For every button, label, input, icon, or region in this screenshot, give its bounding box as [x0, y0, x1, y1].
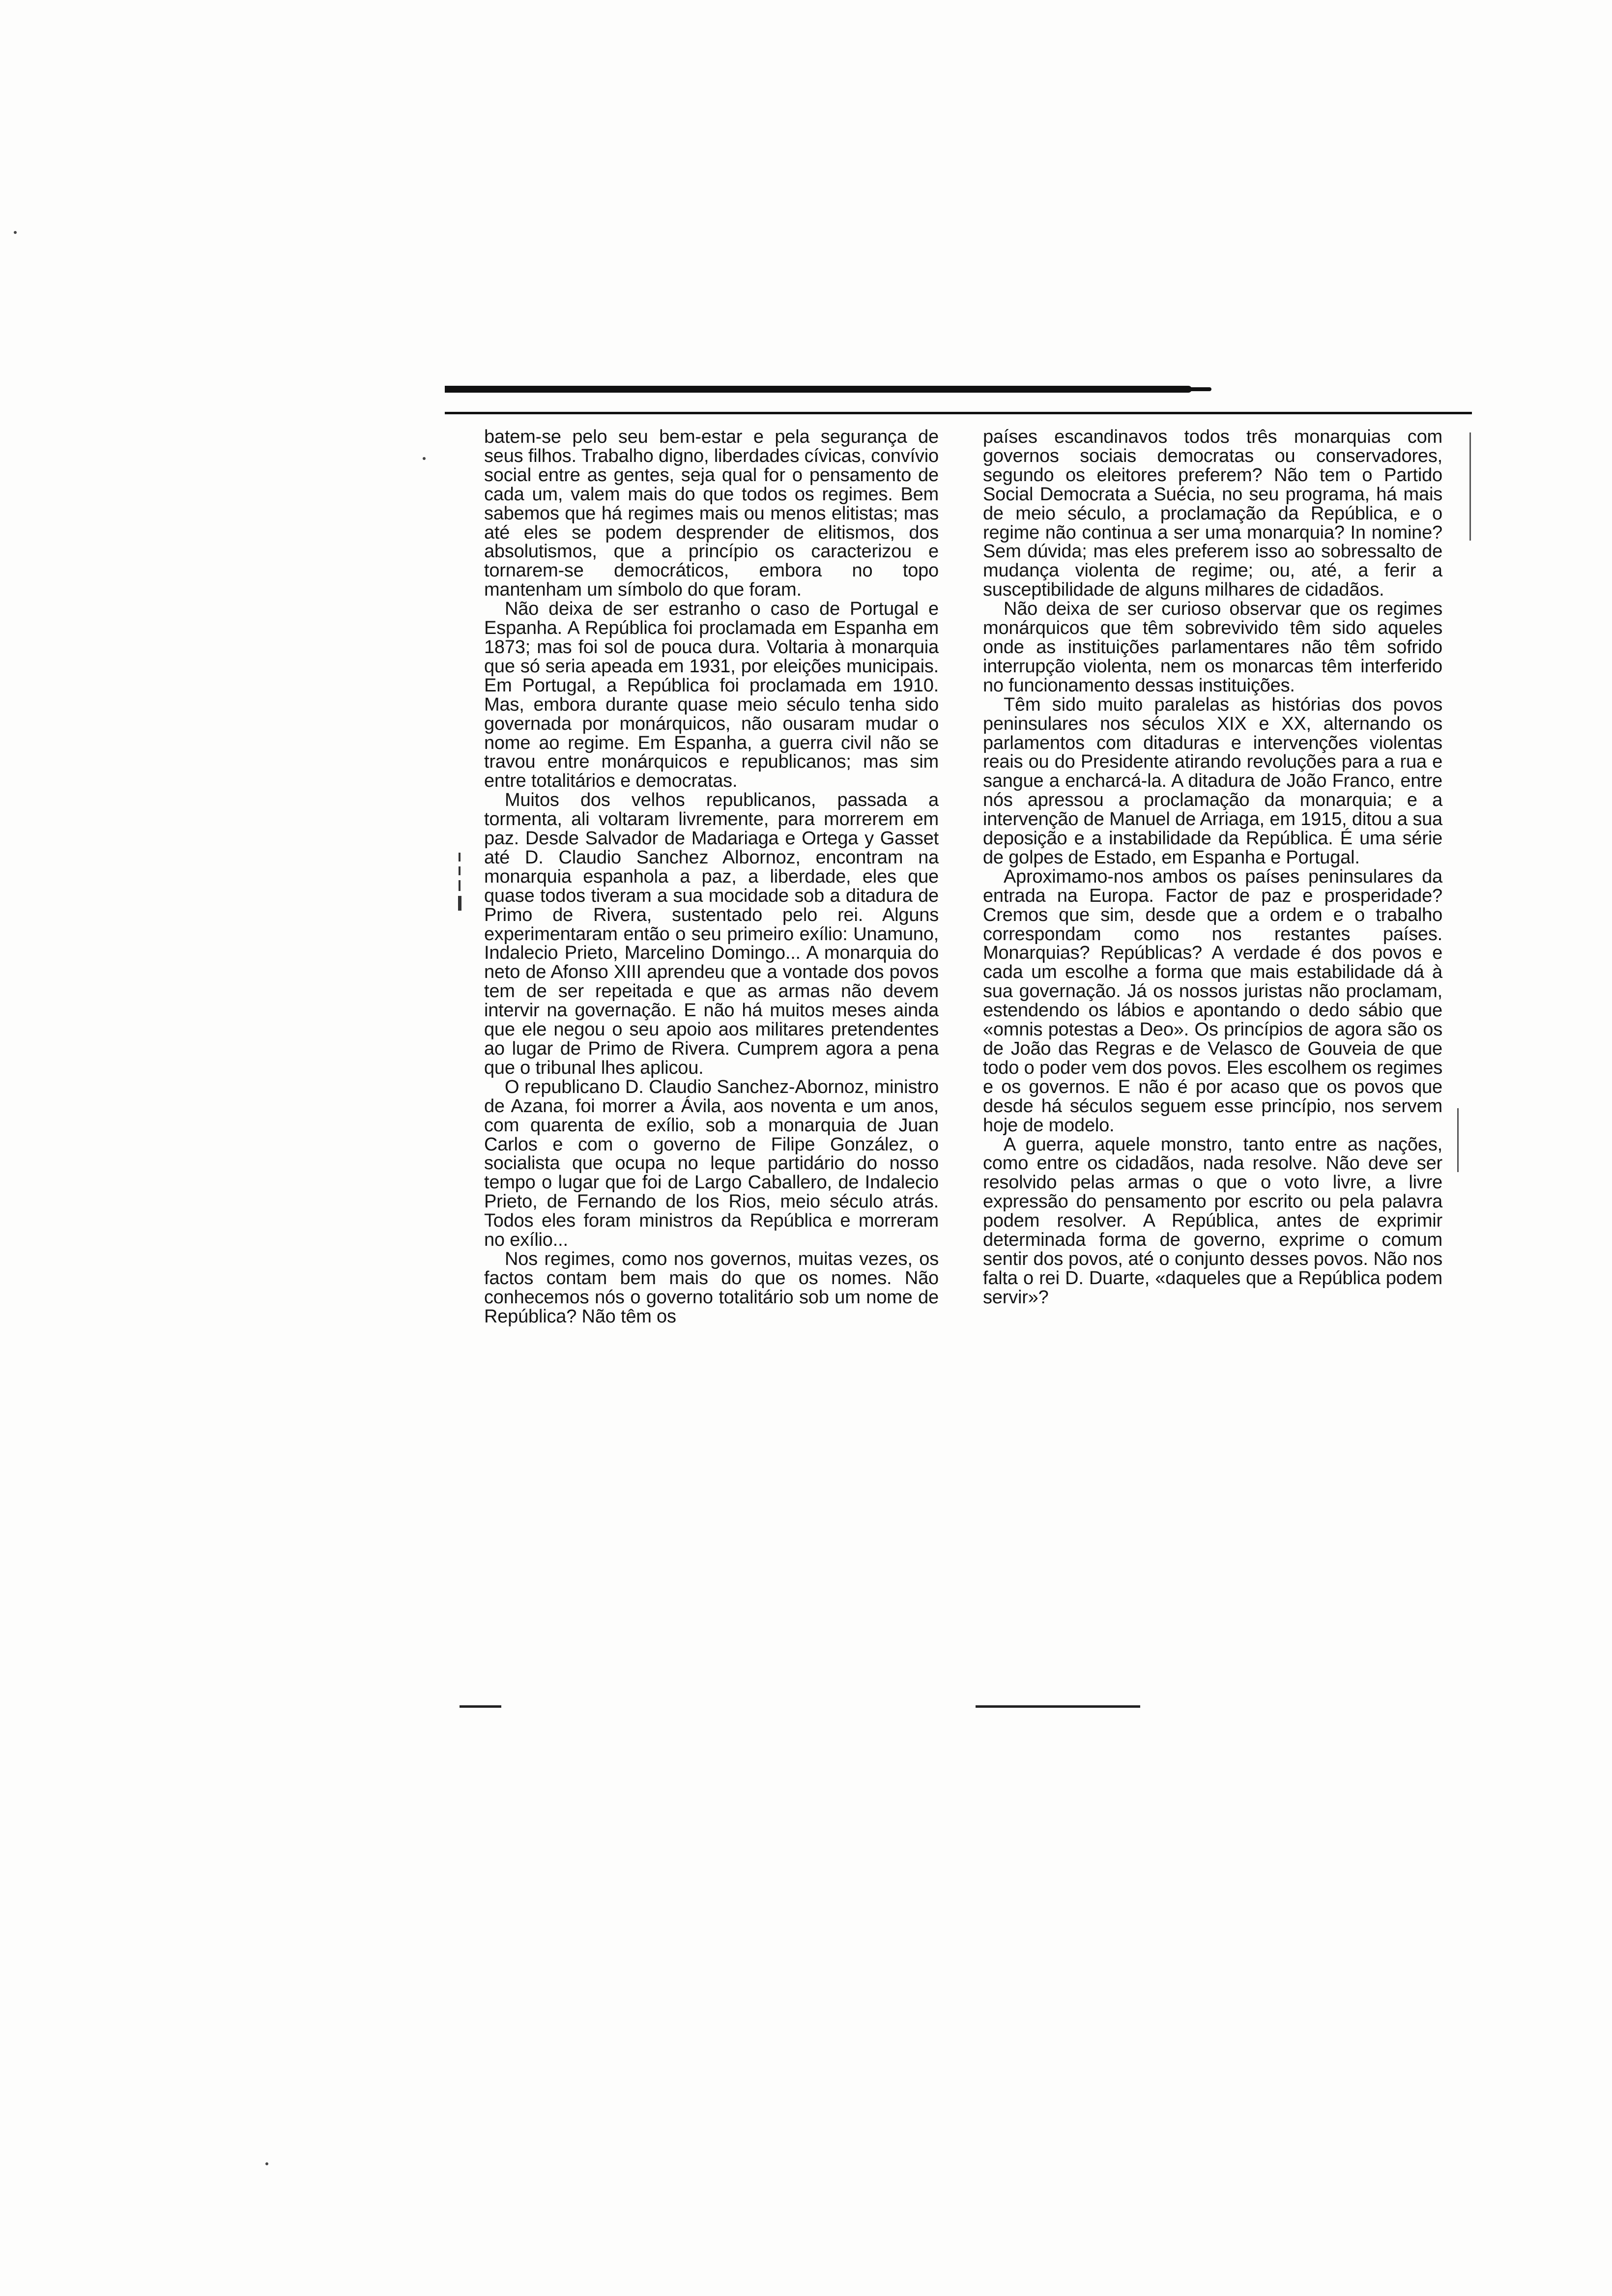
scan-speck: [14, 231, 17, 234]
top-heavy-rule: [445, 386, 1192, 393]
scan-speck: [265, 2162, 268, 2165]
paragraph: Não deixa de ser estranho o caso de Portugal e Espanha. A República foi proclamada em Espanha em 1873; mas foi sol de pouca dura. Voltaria à monarquia que só seria apeada em 1931, por eleições municipais. Em Portugal, a República foi proclamada em 1910. Mas, embora durante quase meio século tenha sido governada por monárquicos, não ousaram mudar o nome ao regime. Em Espanha, a guerra civil não se travou entre monárquicos e republicanos; mas sim entre totalitários e democratas.: [484, 599, 939, 792]
bottom-rule-right: [976, 1705, 1140, 1708]
paragraph: Nos regimes, como nos governos, muitas vezes, os factos contam bem mais do que os nomes. Não conhecemos nós o governo totalitário sob um nome de República? Não têm os: [484, 1248, 939, 1327]
top-thin-rule: [445, 412, 1472, 414]
paragraph: Aproximamo-nos ambos os países peninsulares da entrada na Europa. Factor de paz e prosperidade? Cremos que sim, desde que a ordem e o trabalho correspondam como nos restantes países. Monarquias? Repúblicas? A verdade é dos povos e cada um escolhe a forma que mais estabilidade dá à sua governação. Já os nossos juristas não proclamam, estendendo os lábios e apontando o dedo sábio que «omnis potestas a Deo». Os princípios de agora são os de João das Regras e de Velasco de Gouveia de que todo o poder vem dos povos. Eles escolhem os regimes e os governos. E não é por acaso que os povos que desde há séculos seguem esse princípio, nos servem hoje de modelo.: [983, 866, 1442, 1136]
article-right-column: [983, 428, 1442, 1307]
bottom-rule-left: [460, 1705, 501, 1708]
paragraph: Têm sido muito paralelas as histórias dos povos peninsulares nos séculos XIX e XX, alternando os parlamentos com ditaduras e intervenções violentas reais ou do Presidente atirando revoluções para a rua e sangue a encharcá-la. A ditadura de João Franco, entre nós apressou a proclamação da monarquia; e a intervenção de Manuel de Arriaga, em 1915, ditou a sua deposição e a instabilidade da República. É uma série de golpes de Estado, em Espanha e Portugal.: [983, 694, 1442, 868]
margin-marks: [455, 853, 464, 941]
margin-line: [1457, 1108, 1459, 1172]
paragraph: Muitos dos velhos republicanos, passada a tormenta, ali voltaram livremente, para morrerem em paz. Desde Salvador de Madariaga e Ortega y Gasset até D. Claudio Sanchez Albornoz, encontram na monarquia espanhola a paz, a liberdade, eles que quase todos tiveram a sua mocidade sob a ditadura de Primo de Rivera, sustentado pelo rei. Alguns experimentaram então o seu primeiro exílio: Unamuno, Indalecio Prieto, Marcelino Domingo... A monarquia do neto de Afonso XIII aprendeu que a vontade dos povos tem de ser repeitada e que as armas não devem intervir na governação. E não há muitos meses ainda que ele negou o seu apoio aos militares pretendentes ao lugar de Primo de Rivera. Cumprem agora a pena que o tribunal lhes aplicou.: [484, 790, 939, 1078]
paragraph: batem-se pelo seu bem-estar e pela segurança de seus filhos. Trabalho digno, liberdades cívicas, convívio social entre as gentes, seja qual for o pensamento de cada um, valem mais do que todos os regimes. Bem sabemos que há regimes mais ou menos elitistas; mas até eles se podem desprender de elitismos, dos absolutismos, que a princípio os caracterizou e tornarem-se democráticos, embora no topo mantenham um símbolo do que foram.: [484, 427, 939, 601]
paragraph: Não deixa de ser curioso observar que os regimes monárquicos que têm sobrevivido têm sido aqueles onde as instituições parlamentares não têm sofrido interrupção violenta, nem os monarcas têm interferido no funcionamento dessas instituições.: [983, 599, 1442, 696]
paragraph: O republicano D. Claudio Sanchez-Abornoz, ministro de Azana, foi morrer a Ávila, aos noventa e um anos, com quarenta de exílio, sob a monarquia de Juan Carlos e com o governo de Filipe González, o socialista que ocupa no leque partidário do nosso tempo o lugar que foi de Largo Caballero, de Indalecio Prieto, de Fernando de los Rios, meio século atrás. Todos eles foram ministros da República e morreram no exílio...: [484, 1076, 939, 1251]
scan-speck: [423, 457, 426, 460]
margin-line: [1469, 432, 1471, 541]
paragraph: países escandinavos todos três monarquias com governos sociais democratas ou conservadores, segundo os eleitores preferem? Não tem o Partido Social Democrata a Suécia, no seu programa, há mais de meio século, a proclamação da República, e o regime não continua a ser uma monarquia? In nomine? Sem dúvida; mas eles preferem isso ao sobressalto de mudança violenta de regime; ou, até, a ferir a susceptibilidade de alguns milhares de cidadãos.: [983, 427, 1442, 601]
paragraph: A guerra, aquele monstro, tanto entre as nações, como entre os cidadãos, nada resolve. Não deve ser resolvido pelas armas o que o voto livre, a livre expressão do pensamento por escrito ou pela palavra podem resolver. A República, antes de exprimir determinada forma de governo, exprime o comum sentir dos povos, até o conjunto desses povos. Não nos falta o rei D. Duarte, «daqueles que a República podem servir»?: [983, 1134, 1442, 1308]
article-left-column: [484, 428, 939, 1326]
